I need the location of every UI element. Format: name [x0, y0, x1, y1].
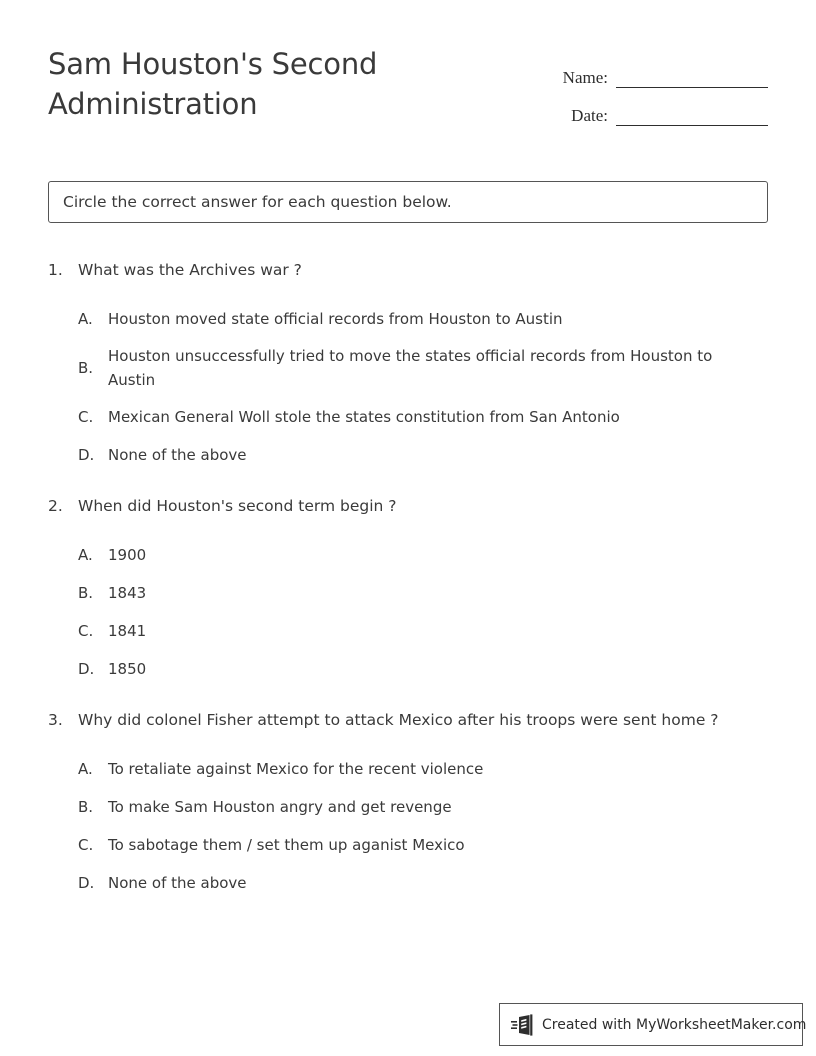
option-1-c[interactable] — [48, 404, 768, 430]
option-3-d[interactable] — [48, 870, 768, 896]
date-label: Date: — [571, 106, 608, 125]
option-text: None of the above — [108, 874, 247, 892]
option-3-a[interactable] — [48, 756, 768, 782]
option-text: To sabotage them / set them up aganist Mexico — [108, 836, 465, 854]
question-heading-1 — [48, 258, 768, 282]
options-list-2 — [48, 542, 768, 682]
option-letter: B. — [78, 584, 94, 602]
name-input-line[interactable] — [616, 67, 768, 88]
option-text: To make Sam Houston angry and get revenge — [108, 798, 452, 816]
worksheet-maker-badge[interactable] — [499, 1003, 807, 1046]
question-text-1: What was the Archives war ? — [78, 261, 302, 279]
option-text: None of the above — [108, 446, 247, 464]
myworksheetmaker-logo-icon — [510, 1012, 536, 1038]
name-date-fields — [556, 50, 768, 126]
question-heading-2 — [48, 494, 768, 518]
page-title: Sam Houston's Second Administration — [48, 47, 378, 121]
option-text: To retaliate against Mexico for the recent violence — [108, 760, 484, 778]
option-letter: C. — [78, 622, 94, 640]
instruction-box — [48, 181, 768, 223]
date-field-row — [556, 88, 768, 126]
question-text-3: Why did colonel Fisher attempt to attack Mexico after his troops were sent home ? — [78, 711, 719, 729]
option-text: Houston unsuccessfully tried to move the states official records from Houston to Austin — [108, 347, 713, 389]
questions-list — [48, 258, 768, 922]
option-text: 1841 — [108, 622, 147, 640]
option-text: 1850 — [108, 660, 147, 678]
question-block-3 — [48, 708, 768, 896]
option-letter: D. — [78, 874, 95, 892]
name-field-row — [556, 50, 768, 88]
options-list-3 — [48, 756, 768, 896]
name-label: Name: — [562, 68, 608, 87]
option-1-b[interactable] — [48, 344, 768, 392]
option-3-b[interactable] — [48, 794, 768, 820]
question-number-3: 3. — [48, 711, 63, 729]
option-letter: B. — [78, 798, 94, 816]
option-2-d[interactable] — [48, 656, 768, 682]
option-text: Houston moved state official records from Houston to Austin — [108, 310, 563, 328]
option-letter: A. — [78, 760, 93, 778]
options-list-1 — [48, 306, 768, 468]
date-input-line[interactable] — [616, 105, 768, 126]
option-letter: A. — [78, 310, 93, 328]
option-letter: C. — [78, 836, 94, 854]
option-text: 1900 — [108, 546, 147, 564]
worksheet-header — [48, 44, 768, 136]
option-3-c[interactable] — [48, 832, 768, 858]
question-block-1 — [48, 258, 768, 468]
footer-text: Created with MyWorksheetMaker.com — [542, 1016, 807, 1033]
question-number-2: 2. — [48, 497, 63, 515]
option-letter: A. — [78, 546, 93, 564]
question-text-2: When did Houston's second term begin ? — [78, 497, 397, 515]
option-1-d[interactable] — [48, 442, 768, 468]
option-letter: C. — [78, 408, 94, 426]
question-number-1: 1. — [48, 261, 63, 279]
option-2-a[interactable] — [48, 542, 768, 568]
option-letter: D. — [78, 660, 95, 678]
instruction-text: Circle the correct answer for each question below. — [63, 193, 452, 211]
option-letter: D. — [78, 446, 95, 464]
option-2-c[interactable] — [48, 618, 768, 644]
question-block-2 — [48, 494, 768, 682]
option-text: 1843 — [108, 584, 147, 602]
option-text: Mexican General Woll stole the states constitution from San Antonio — [108, 408, 620, 426]
question-heading-3 — [48, 708, 768, 732]
option-2-b[interactable] — [48, 580, 768, 606]
option-1-a[interactable] — [48, 306, 768, 332]
option-letter: B. — [78, 359, 94, 377]
